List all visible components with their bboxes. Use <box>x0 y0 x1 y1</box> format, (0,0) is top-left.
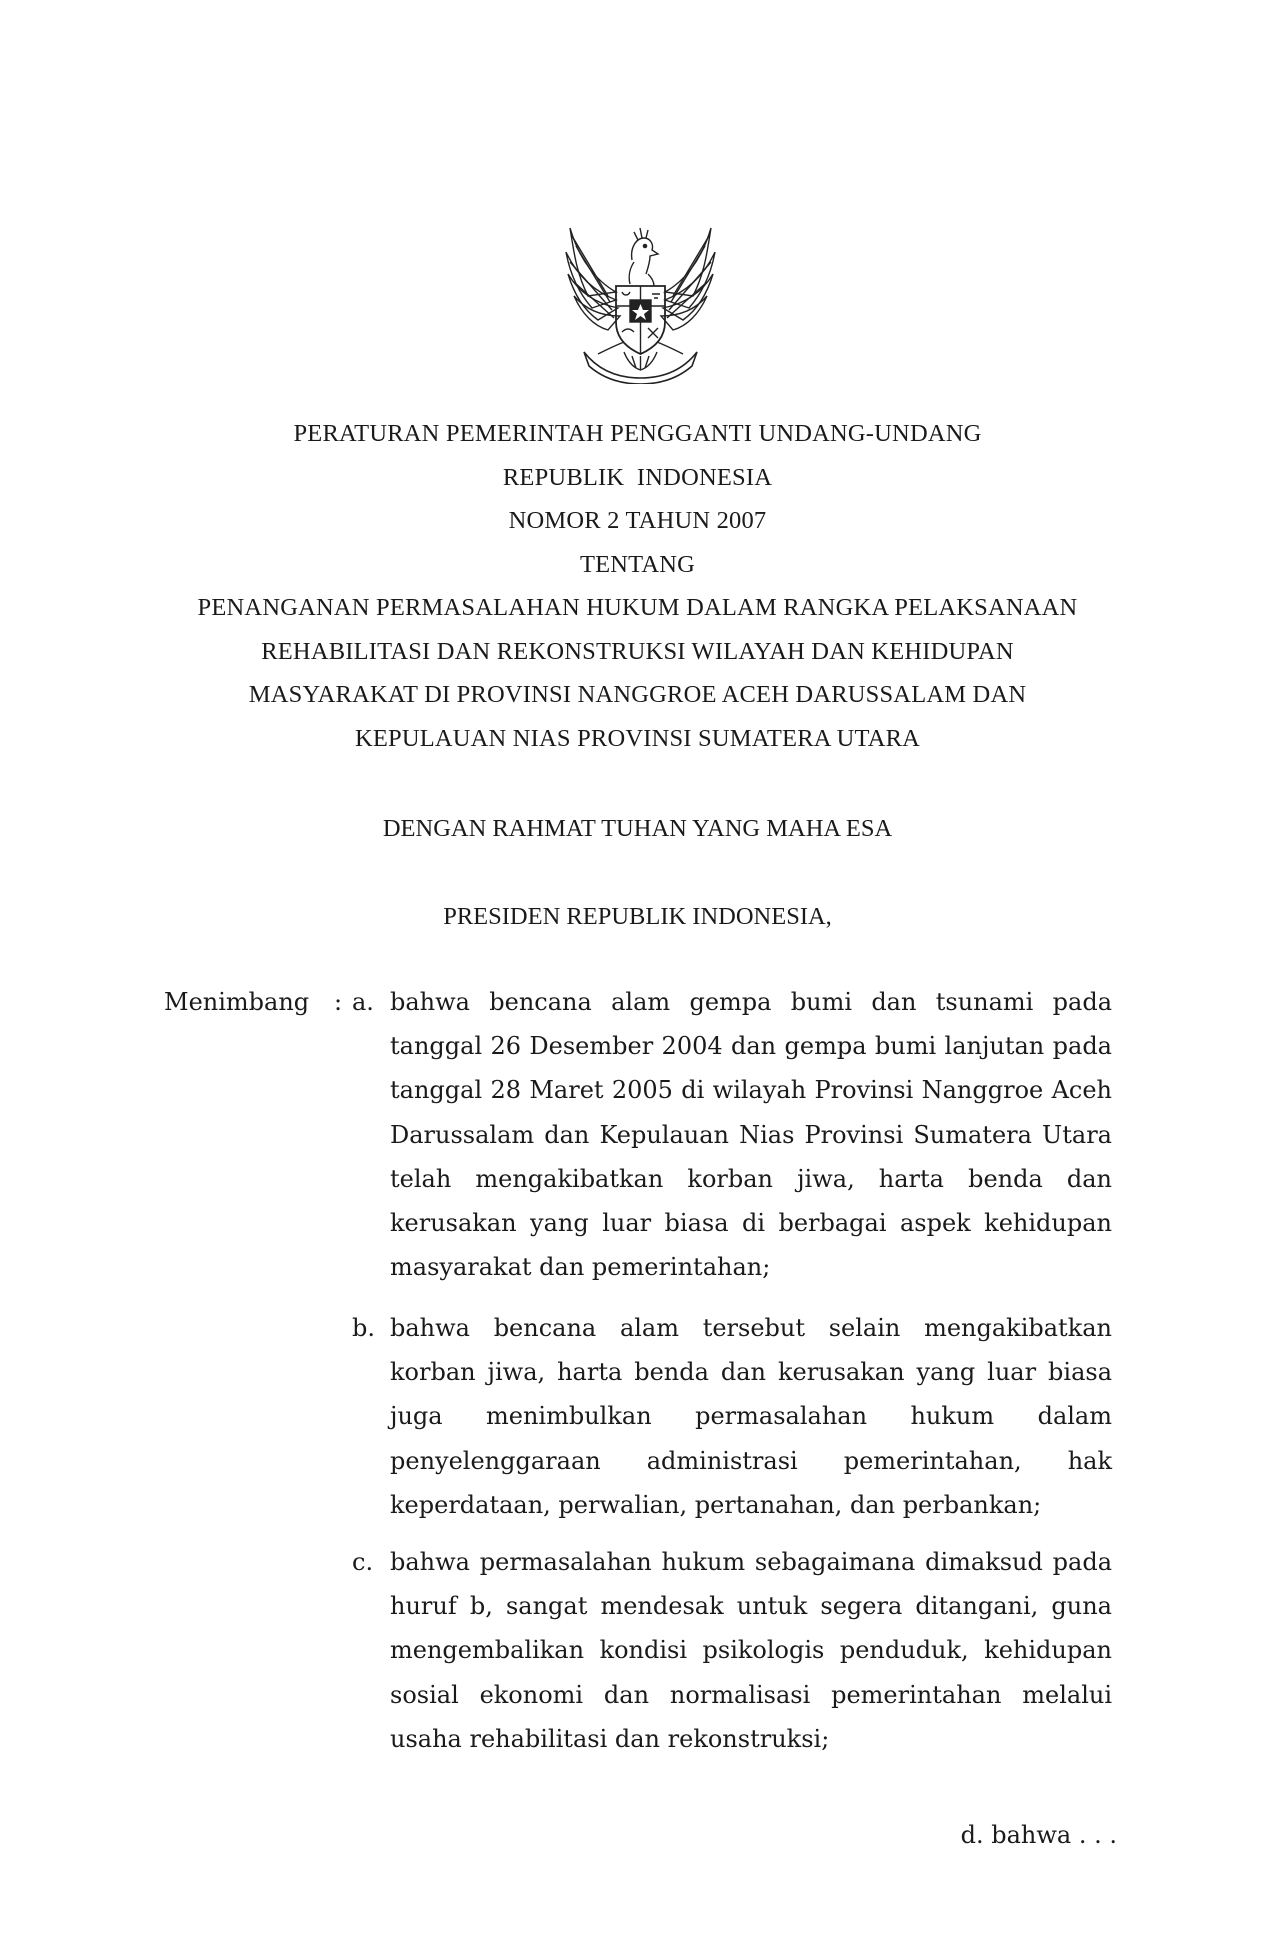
item-text: bahwa bencana alam gempa bumi dan tsunami pada tanggal 26 Desember 2004 dan gempa bumi lanjutan pada tanggal 28 Maret 2005 di wilayah Provinsi Nanggroe Aceh Darussalam dan Kepulauan Nias Provinsi Sumatera Utara telah mengakibatkan korban jiwa, harta benda dan kerusakan yang luar biasa di berbagai aspek kehidupan masyarakat dan pemerintahan; <box>390 988 1112 1282</box>
consideration-item-b <box>352 1306 1114 1527</box>
title-line: REPUBLIK INDONESIA <box>502 463 773 491</box>
consideration-item-a <box>352 980 1114 1289</box>
page-continuation: d. bahwa . . . <box>960 1821 1117 1849</box>
item-marker: c. <box>352 1548 374 1576</box>
item-marker: a. <box>352 988 374 1016</box>
title-line: REHABILITASI DAN REKONSTRUKSI WILAYAH DAN KEHIDUPAN <box>261 637 1014 665</box>
item-text: bahwa bencana alam tersebut selain mengakibatkan korban jiwa, harta benda dan kerusakan yang luar biasa juga menimbulkan permasalahan hukum dalam penyelenggaraan administrasi pemerintahan, hak keperdataan, perwalian, pertanahan, dan perbankan; <box>390 1314 1112 1519</box>
blessing-line: DENGAN RAHMAT TUHAN YANG MAHA ESA <box>382 815 893 842</box>
title-line: NOMOR 2 TAHUN 2007 <box>508 507 767 534</box>
garuda-pancasila-emblem <box>558 222 723 384</box>
title-line: MASYARAKAT DI PROVINSI NANGGROE ACEH DARUSSALAM DAN <box>248 681 1027 708</box>
menimbang-label: Menimbang <box>164 988 310 1016</box>
title-line: KEPULAUAN NIAS PROVINSI SUMATERA UTARA <box>354 724 921 752</box>
title-line: PERATURAN PEMERINTAH PENGGANTI UNDANG-UNDANG <box>293 420 982 447</box>
title-line: PENANGANAN PERMASALAHAN HUKUM DALAM RANGKA PELAKSANAAN <box>197 594 1078 621</box>
title-line: TENTANG <box>579 550 696 578</box>
consideration-item-c <box>352 1540 1114 1761</box>
authority-line: PRESIDEN REPUBLIK INDONESIA, <box>443 903 832 930</box>
document-title <box>140 412 1135 760</box>
item-marker: b. <box>352 1314 375 1342</box>
item-text: bahwa permasalahan hukum sebagaimana dimaksud pada huruf b, sangat mendesak untuk segera ditangani, guna mengembalikan kondisi psikologis penduduk, kehidupan sosial ekonomi dan normalisasi pemerintahan melalui usaha rehabilitasi dan rekonstruksi; <box>390 1548 1112 1753</box>
menimbang-colon: : <box>334 988 343 1016</box>
